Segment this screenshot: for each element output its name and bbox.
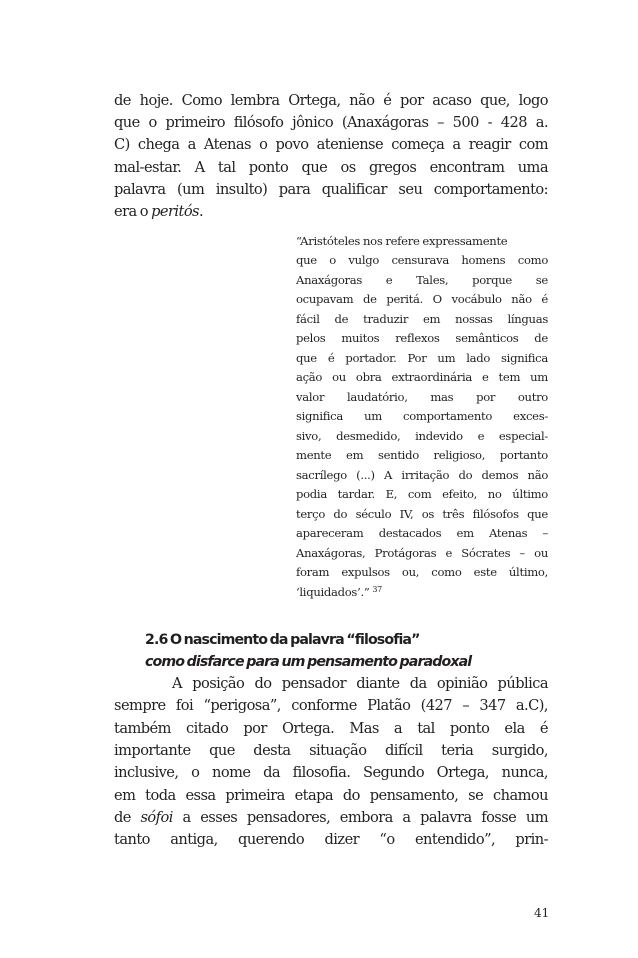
text-fragment: a esses pensadores, embora a palavra fosse um [172,809,549,826]
paragraph-line: C) chega a Atenas o povo ateniense começa a reagir com [114,136,548,153]
quote-line: ação ou obra extraordinária e tem um [296,370,548,384]
paragraph-line: importante que desta situação difícil teria surgido, [114,742,548,759]
text-fragment: ‘liquidados’.” [296,585,370,599]
paragraph-line: em toda essa primeira etapa do pensamento, se chamou [114,787,548,804]
quote-line: Anaxágoras, Protágoras e Sócrates – ou [296,546,548,560]
quote-line: que o vulgo censurava homens como [296,253,548,267]
text-fragment: . [199,203,204,220]
paragraph-line: de hoje. Como lembra Ortega, não é por acaso que, logo [114,92,548,109]
quote-line: podia tardar. E, com efeito, no último [296,487,548,501]
quote-line: mente em sentido religioso, portanto [296,448,548,462]
quote-line: significa um comportamento exces- [296,409,548,423]
quote-line: foram expulsos ou, como este último, [296,565,548,579]
paragraph-line: inclusive, o nome da filosofia. Segundo Ortega, nunca, [114,764,548,781]
paragraph-line: também citado por Ortega. Mas a tal ponto ela é [114,720,548,737]
quote-line: ocupavam de peritá. O vocábulo não é [296,292,548,306]
italic-term: peritós [151,203,199,220]
paragraph-line: tanto antiga, querendo dizer “o entendido”, prin- [114,831,548,848]
paragraph-line [114,807,548,829]
page-number: 41 [534,906,550,920]
paragraph-line: A posição do pensador diante da opinião pública [172,675,548,692]
quote-line: apareceram destacados em Atenas – [296,526,548,540]
quote-line: terço do século IV, os três filósofos que [296,507,548,521]
section-title-line-2: como disfarce para um pensamento paradoxal [145,654,472,670]
footnote-reference[interactable]: 37 [372,585,382,594]
quote-line: pelos muitos reflexos semânticos de [296,331,548,345]
quote-line: que é portador. Por um lado significa [296,351,548,365]
paragraph-last-line [114,201,548,223]
quote-line: sivo, desmedido, indevido e especial- [296,429,548,443]
quote-line: sacrílego (...) A irritação do demos não [296,468,548,482]
text-fragment: de [114,809,141,826]
section-title-line-1: 2.6 O nascimento da palavra “filosofia” [145,632,420,648]
italic-term: sófoi [140,809,173,826]
quote-last-line [296,583,548,603]
text-fragment: era o [114,203,152,220]
quote-line: fácil de traduzir em nossas línguas [296,312,548,326]
quote-line: Anaxágoras e Tales, porque se [296,273,548,287]
paragraph-line: sempre foi “perigosa”, conforme Platão (427 – 347 a.C), [114,697,548,714]
paragraph-line: palavra (um insulto) para qualificar seu comportamento: [114,181,548,198]
paragraph-line: que o primeiro filósofo jônico (Anaxágoras – 500 - 428 a. [114,114,548,131]
paragraph-line: mal-estar. A tal ponto que os gregos encontram uma [114,159,548,176]
quote-line: “Aristóteles nos refere expressamente [296,234,508,248]
quote-line: valor laudatório, mas por outro [296,390,548,404]
